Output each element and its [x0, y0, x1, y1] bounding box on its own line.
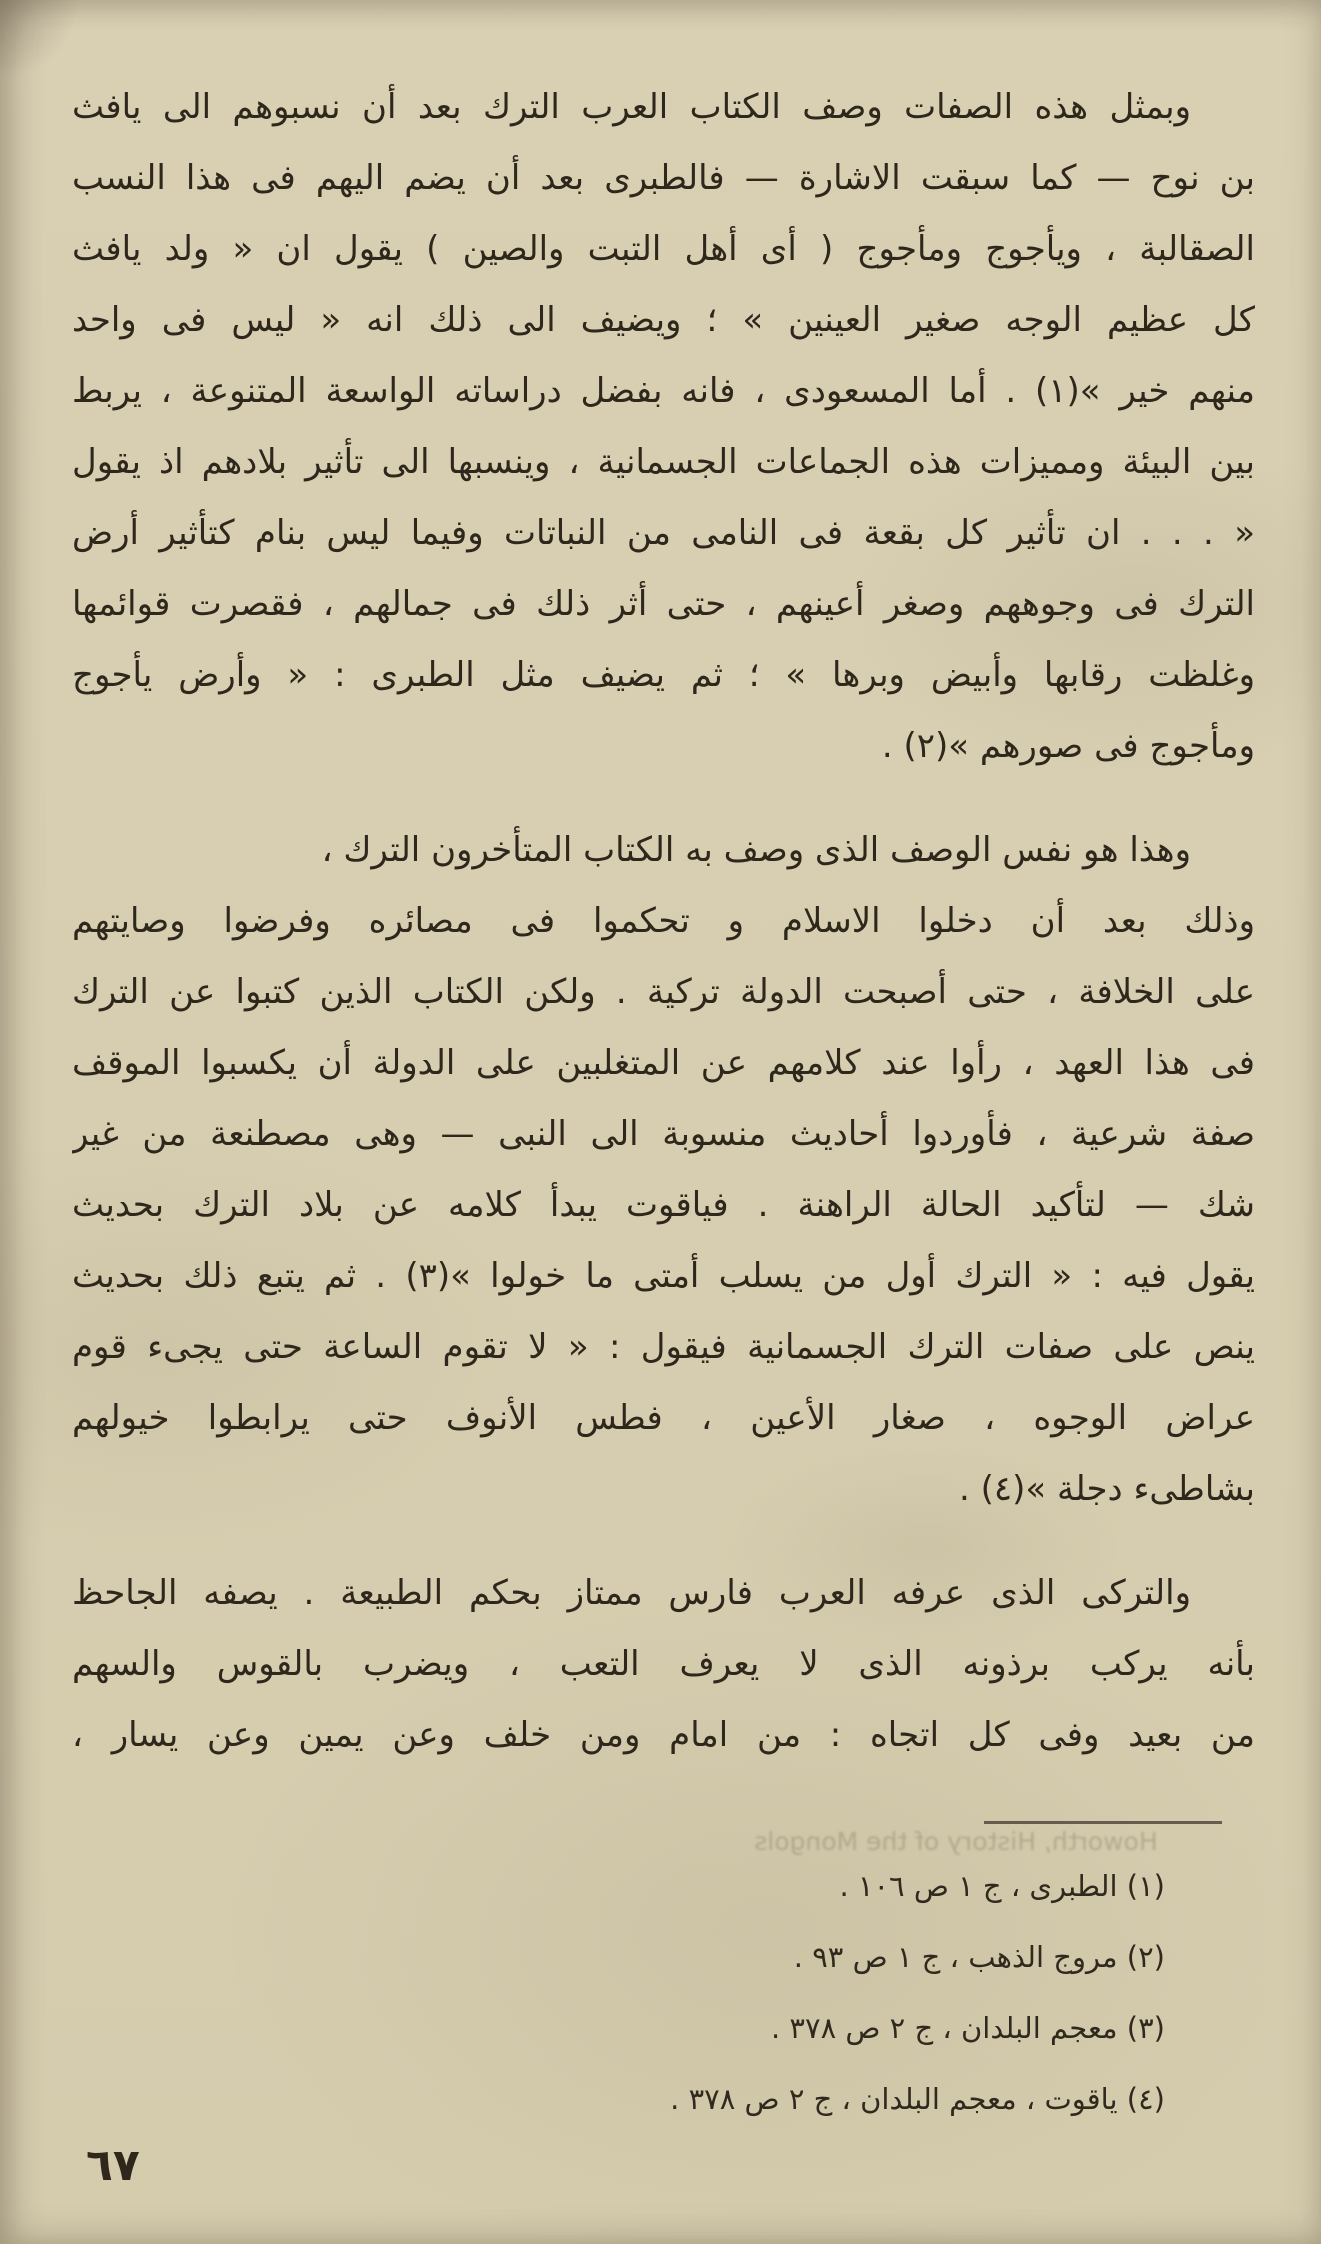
paragraph	[72, 815, 1255, 1525]
footnote: (٤) ياقوت ، معجم البلدان ، ج ٢ ص ٣٧٨ .	[670, 2082, 1165, 2116]
text-line: بأنه يركب برذونه الذى لا يعرف التعب ، ويضرب بالقوس والسهم	[72, 1644, 1255, 1684]
text-line: يقول فيه : « الترك أول من يسلب أمتى ما خولوا »(٣) . ثم يتبع ذلك بحديث	[72, 1256, 1255, 1296]
text-line: وذلك بعد أن دخلوا الاسلام و تحكموا فى مصائره وفرضوا وصايتهم	[72, 901, 1255, 941]
body-text	[72, 72, 1255, 1804]
text-line: وهذا هو نفس الوصف الذى وصف به الكتاب المتأخرون الترك ،	[321, 830, 1191, 870]
text-line: والتركى الذى عرفه العرب فارس ممتاز بحكم الطبيعة . يصفه الجاحظ	[72, 1573, 1191, 1613]
page-number: ٦٧	[86, 2140, 140, 2191]
bleedthrough-text: Howorth, History of the Mongols	[754, 1827, 1158, 1856]
text-line: فى هذا العهد ، رأوا عند كلامهم عن المتغلبين على الدولة أن يكسبوا الموقف	[72, 1043, 1255, 1083]
text-line: من بعيد وفى كل اتجاه : من امام ومن خلف وعن يمين وعن يسار ،	[72, 1715, 1255, 1755]
text-line: « . . . ان تأثير كل بقعة فى النامى من النباتات وفيما ليس بنام كتأثير أرض	[72, 513, 1255, 553]
footnote-divider	[984, 1821, 1222, 1824]
text-line: كل عظيم الوجه صغير العينين » ؛ ويضيف الى ذلك انه « ليس فى واحد	[72, 300, 1255, 340]
text-line: الصقالبة ، ويأجوج ومأجوج ( أى أهل التبت والصين ) يقول ان « ولد يافث	[72, 229, 1255, 269]
text-line: بشاطىء دجلة »(٤) .	[958, 1469, 1255, 1509]
text-line: بين البيئة ومميزات هذه الجماعات الجسمانية ، وينسبها الى تأثير بلادهم اذ يقول	[72, 442, 1255, 482]
text-line: ينص على صفات الترك الجسمانية فيقول : « لا تقوم الساعة حتى يجىء قوم	[72, 1327, 1255, 1367]
text-line: الترك فى وجوههم وصغر أعينهم ، حتى أثر ذلك فى جمالهم ، فقصرت قوائمها	[72, 584, 1255, 624]
text-line: ومأجوج فى صورهم »(٢) .	[881, 726, 1255, 766]
text-line: شك — لتأكيد الحالة الراهنة . فياقوت يبدأ كلامه عن بلاد الترك بحديث	[72, 1185, 1255, 1225]
text-line: صفة شرعية ، فأوردوا أحاديث منسوبة الى النبى — وهى مصطنعة من غير	[72, 1114, 1255, 1154]
text-line: عراض الوجوه ، صغار الأعين ، فطس الأنوف حتى يرابطوا خيولهم	[72, 1398, 1255, 1438]
paragraph	[72, 72, 1255, 782]
footnote: (٣) معجم البلدان ، ج ٢ ص ٣٧٨ .	[770, 2011, 1165, 2045]
text-line: على الخلافة ، حتى أصبحت الدولة تركية . ولكن الكتاب الذين كتبوا عن الترك	[72, 972, 1255, 1012]
text-line: بن نوح — كما سبقت الاشارة — فالطبرى بعد أن يضم اليهم فى هذا النسب	[72, 158, 1255, 198]
text-line: منهم خير »(١) . أما المسعودى ، فانه بفضل دراساته الواسعة المتنوعة ، يربط	[72, 371, 1255, 411]
paragraph	[72, 1558, 1255, 1771]
footnote: (٢) مروج الذهب ، ج ١ ص ٩٣ .	[793, 1940, 1165, 1974]
text-line: وغلظت رقابها وأبيض وبرها » ؛ ثم يضيف مثل الطبرى : « وأرض يأجوج	[72, 655, 1255, 695]
footnote: (١) الطبرى ، ج ١ ص ١٠٦ .	[839, 1869, 1165, 1903]
footnotes-block	[300, 1851, 1165, 2135]
text-line: وبمثل هذه الصفات وصف الكتاب العرب الترك بعد أن نسبوهم الى يافث	[72, 87, 1191, 127]
